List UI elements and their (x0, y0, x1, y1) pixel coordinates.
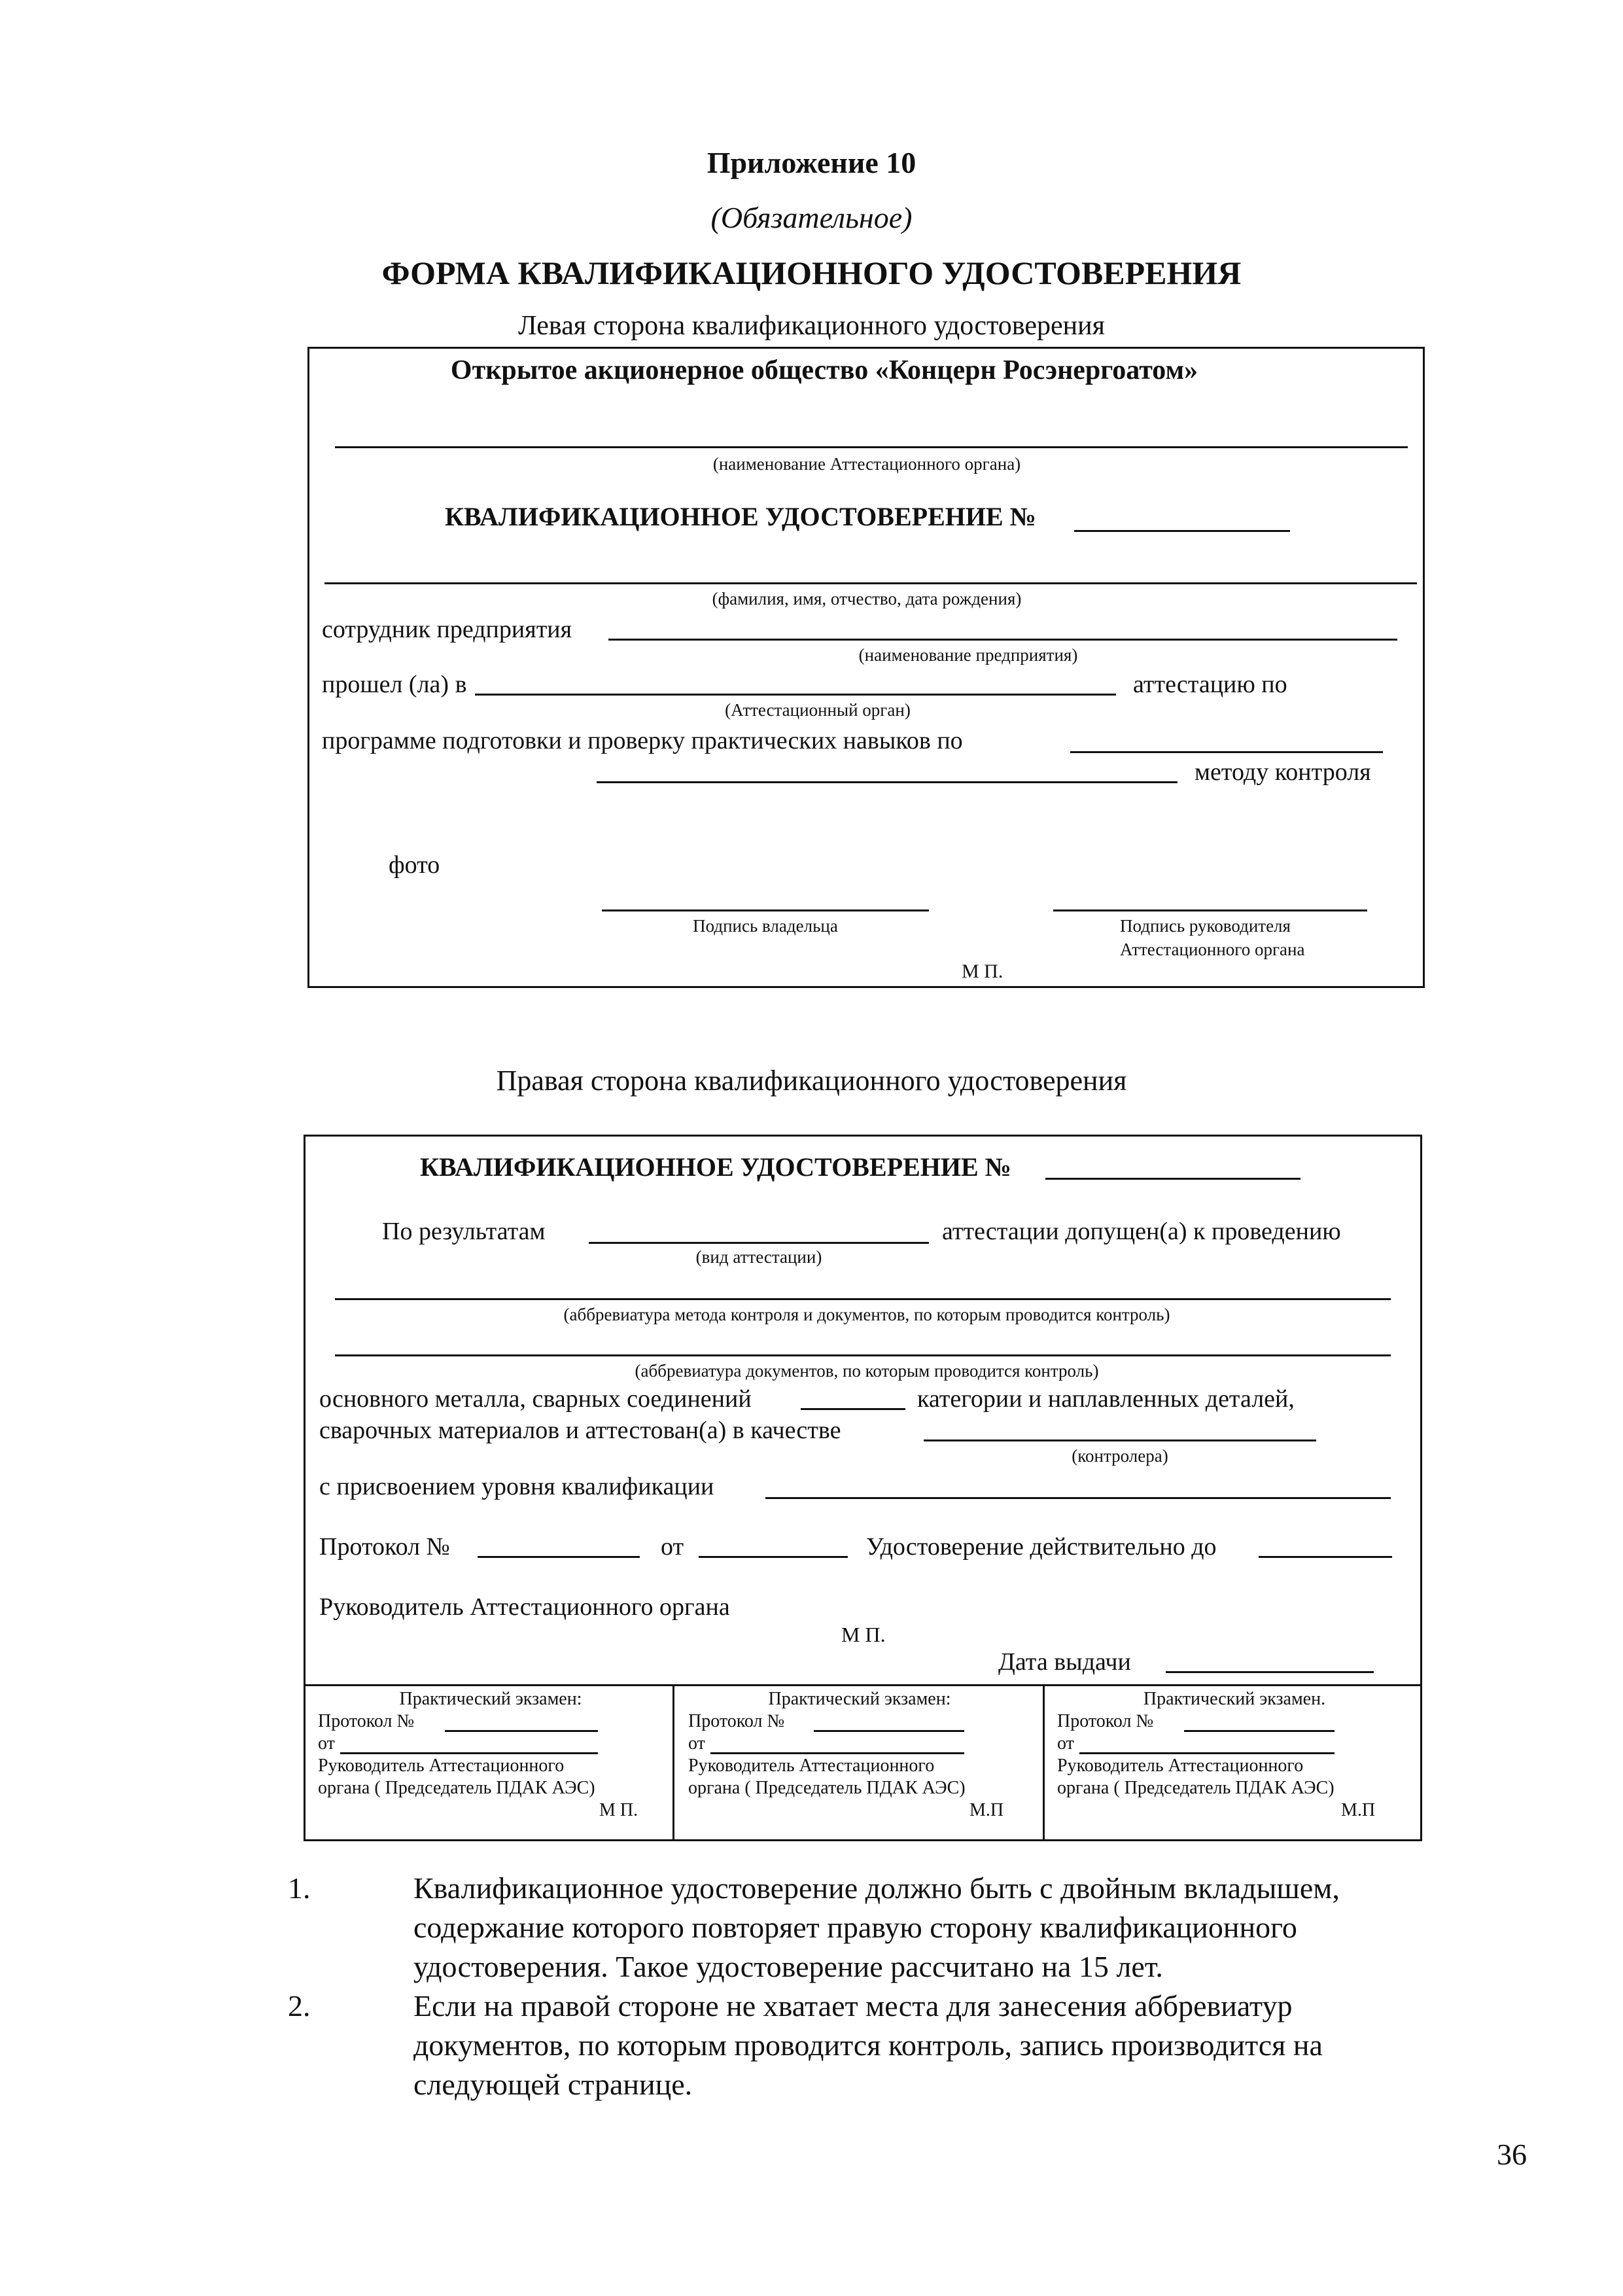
exam-title-2: Практический экзамен: (768, 1689, 951, 1709)
abbr-caption-1: (аббревиатура метода контроля и документов, по которым проводится контроль) (563, 1305, 1170, 1324)
attestation-type-field[interactable] (589, 1242, 929, 1244)
name-line[interactable] (324, 582, 1417, 584)
issue-date-label: Дата выдачи (998, 1648, 1131, 1676)
page-number: 36 (1497, 2138, 1527, 2171)
exam-date-field-3[interactable] (1079, 1752, 1335, 1754)
owner-signature-caption: Подпись владельца (693, 916, 838, 936)
org-caption: (наименование Аттестационного органа) (712, 454, 1021, 474)
exam-from-1: от (318, 1733, 335, 1754)
metal-label: основного металла, сварных соединений (319, 1385, 752, 1413)
left-cert-title: КВАЛИФИКАЦИОННОЕ УДОСТОВЕРЕНИЕ № (445, 502, 1036, 531)
head-label: Руководитель Аттестационного органа (319, 1593, 730, 1621)
valid-until-label: Удостоверение действительно до (866, 1533, 1217, 1561)
exam-head-2b: органа ( Председатель ПДАК АЭС) (688, 1778, 966, 1798)
exam-protocol-1: Протокол № (318, 1711, 415, 1731)
abbr-line-1[interactable] (335, 1298, 1391, 1300)
exam-stamp-3: М.П (1341, 1800, 1376, 1820)
employee-label: сотрудник предприятия (322, 616, 572, 643)
left-side-card (307, 347, 1425, 988)
right-side-caption: Правая сторона квалификационного удостоверения (496, 1065, 1127, 1097)
exam-protocol-field-1[interactable] (445, 1730, 598, 1732)
org-name: Открытое акционерное общество «Концерн Росэнергоатом» (450, 355, 1198, 385)
left-stamp-label: М П. (962, 961, 1003, 982)
body-caption: (Аттестационный орган) (725, 700, 911, 720)
level-field[interactable] (765, 1497, 1391, 1499)
enterprise-caption: (наименование предприятия) (858, 645, 1078, 665)
mandatory-label: (Обязательное) (710, 201, 913, 234)
type-caption: (вид аттестации) (695, 1247, 822, 1267)
protocol-date-field[interactable] (699, 1556, 848, 1558)
note-text-2: Если на правой стороне не хватает места для занесения аббревиатур документов, по которым проводится контроль, запись производится на следующей странице. (413, 1989, 1323, 2101)
program-field[interactable] (1070, 751, 1383, 753)
from-label: от (661, 1533, 684, 1561)
enterprise-field[interactable] (608, 639, 1397, 641)
method-field[interactable] (597, 781, 1178, 783)
exam-head-1b: органа ( Председатель ПДАК АЭС) (318, 1778, 595, 1798)
protocol-number-field[interactable] (478, 1556, 640, 1558)
abbr-line-2[interactable] (335, 1354, 1391, 1356)
exam-table-top (304, 1684, 1422, 1686)
head-signature-caption-1: Подпись руководителя (1120, 916, 1291, 936)
abbr-caption-2: (аббревиатура документов, по которым проводится контроль) (635, 1361, 1099, 1381)
exam-protocol-field-3[interactable] (1184, 1730, 1335, 1732)
category-field[interactable] (801, 1408, 905, 1410)
protocol-label: Протокол № (319, 1533, 450, 1561)
right-cert-title: КВАЛИФИКАЦИОННОЕ УДОСТОВЕРЕНИЕ № (420, 1152, 1011, 1182)
surfaced-label: категории и наплавленных деталей, (917, 1385, 1295, 1413)
name-caption: (фамилия, имя, отчество, дата рождения) (712, 589, 1022, 609)
attestation-body-field[interactable] (475, 694, 1116, 696)
left-cert-number-field[interactable] (1074, 530, 1290, 532)
program-label: программе подготовки и проверку практических навыков по (322, 727, 963, 754)
exam-head-3b: органа ( Председатель ПДАК АЭС) (1057, 1778, 1335, 1798)
exam-from-3: от (1057, 1733, 1074, 1754)
qualification-field[interactable] (924, 1439, 1316, 1441)
note-number-2: 2. (288, 1989, 311, 2022)
note-number-1: 1. (288, 1871, 311, 1905)
appendix-title: Приложение 10 (707, 146, 916, 179)
passed-label: прошел (ла) в (322, 671, 467, 698)
right-stamp-label: М П. (841, 1623, 886, 1646)
owner-signature-line[interactable] (602, 910, 929, 911)
exam-protocol-2: Протокол № (688, 1711, 785, 1731)
controller-caption: (контролера) (1072, 1446, 1168, 1466)
method-label: методу контроля (1195, 758, 1371, 786)
left-side-caption: Левая сторона квалификационного удостоверения (518, 311, 1105, 341)
attestation-by-label: аттестацию по (1133, 671, 1287, 698)
exam-head-2a: Руководитель Аттестационного (688, 1756, 935, 1776)
right-cert-number-field[interactable] (1045, 1178, 1300, 1180)
exam-head-3a: Руководитель Аттестационного (1057, 1756, 1304, 1776)
exam-date-field-1[interactable] (340, 1752, 598, 1754)
form-title: ФОРМА КВАЛИФИКАЦИОННОГО УДОСТОВЕРЕНИЯ (381, 255, 1242, 291)
valid-until-field[interactable] (1259, 1556, 1392, 1558)
exam-protocol-3: Протокол № (1057, 1711, 1154, 1731)
org-line (335, 446, 1408, 448)
exam-title-1: Практический экзамен: (399, 1689, 582, 1709)
exam-stamp-2: М.П (969, 1800, 1004, 1820)
exam-protocol-field-2[interactable] (814, 1730, 964, 1732)
level-label: с присвоением уровня квалификации (319, 1473, 714, 1500)
exam-divider-2 (1043, 1684, 1045, 1841)
exam-head-1a: Руководитель Аттестационного (318, 1756, 565, 1776)
admitted-label: аттестации допущен(а) к проведению (942, 1218, 1341, 1245)
photo-label: фото (389, 851, 440, 879)
head-signature-line[interactable] (1053, 910, 1367, 911)
welding-label: сварочных материалов и аттестован(а) в качестве (319, 1417, 841, 1444)
issue-date-field[interactable] (1166, 1671, 1374, 1673)
results-label: По результатам (382, 1218, 546, 1245)
exam-from-2: от (688, 1733, 705, 1754)
exam-stamp-1: М П. (599, 1800, 638, 1820)
note-text-1: Квалификационное удостоверение должно быть с двойным вкладышем, содержание которого повторяет правую сторону квалификационного удостоверения. Такое удостоверение рассчитано на 15 лет. (413, 1871, 1340, 1983)
exam-title-3: Практический экзамен. (1143, 1689, 1326, 1709)
exam-date-field-2[interactable] (710, 1752, 964, 1754)
head-signature-caption-2: Аттестационного органа (1120, 940, 1305, 959)
